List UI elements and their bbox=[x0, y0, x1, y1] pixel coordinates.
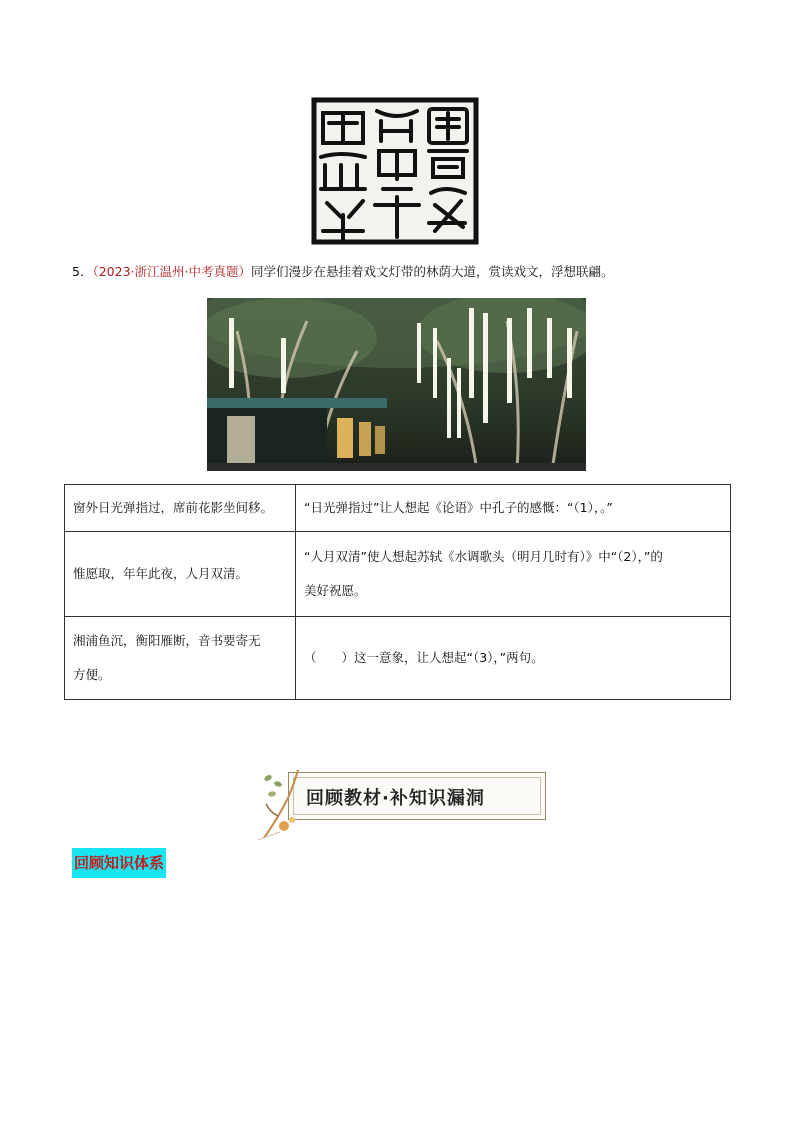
prompt-line: “人月双清”使人想起苏轼《水调歌头（明月几时有）》中“（2），”的 bbox=[304, 549, 663, 564]
table-cell-prompt: “日光弹指过”让人想起《论语》中孔子的感慨：“（1），。” bbox=[296, 485, 731, 532]
table-cell-poem: 窗外日光弹指过，席前花影坐间移。 bbox=[65, 485, 296, 532]
seal-image bbox=[311, 97, 479, 245]
question-line bbox=[72, 263, 752, 281]
poem-line: 方便。 bbox=[73, 667, 111, 682]
poem-line: 湘浦鱼沉，衡阳雁断，音书要寄无 bbox=[73, 633, 261, 648]
table-row bbox=[65, 485, 731, 532]
table-cell-poem: 惟愿取，年年此夜，人月双清。 bbox=[65, 532, 296, 617]
prompt-line: 美好祝愿。 bbox=[304, 583, 367, 598]
table-cell-prompt bbox=[296, 532, 731, 617]
source-close: ） bbox=[238, 264, 251, 279]
table-cell-poem bbox=[65, 617, 296, 700]
question-text: 同学们漫步在悬挂着戏文灯带的林荫大道，赏读戏文，浮想联翩。 bbox=[251, 264, 614, 279]
table-cell-prompt: （ ）这一意象，让人想起“（3），”两句。 bbox=[296, 617, 731, 700]
source-open: （ bbox=[92, 264, 99, 279]
question-source: 2023·浙江温州·中考真题 bbox=[98, 264, 239, 279]
poem-table bbox=[64, 484, 731, 700]
banner-title: 回顾教材·补知识漏洞 bbox=[306, 788, 485, 809]
table-row bbox=[65, 617, 731, 700]
table-row bbox=[65, 532, 731, 617]
avenue-photo bbox=[207, 298, 586, 471]
question-number: 5． bbox=[72, 264, 93, 279]
section-heading: 回顾知识体系 bbox=[72, 848, 166, 878]
section-banner bbox=[258, 766, 550, 840]
